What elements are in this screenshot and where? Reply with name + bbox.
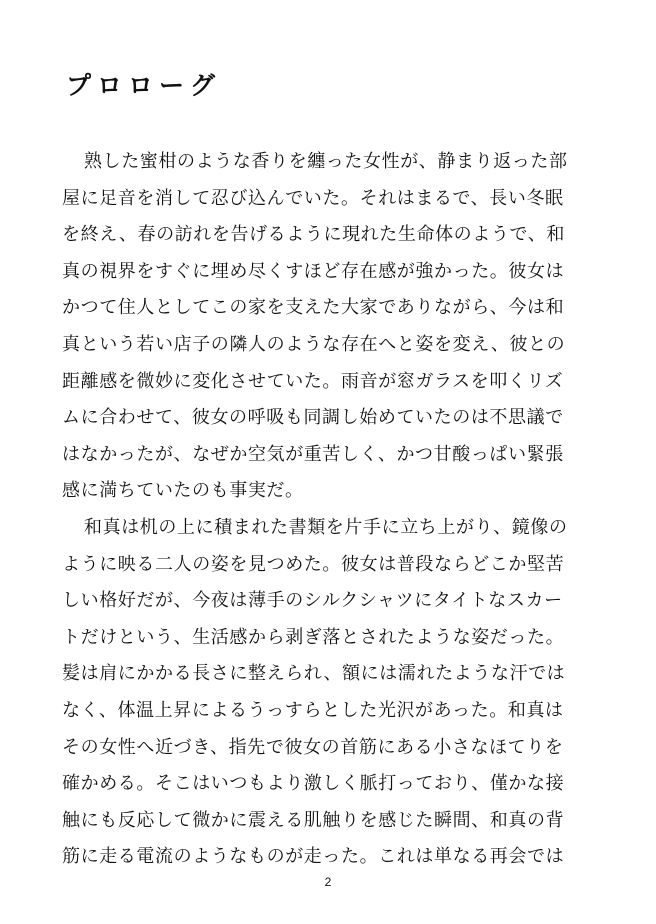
text-line: 和真は机の上に積まれた書類を片手に立ち上がり、鏡像の <box>84 516 568 538</box>
text-line: 確かめる。そこはいつもより激しく脈打っており、僅かな接 <box>62 773 565 795</box>
text-line: ムに合わせて、彼女の呼吸も同調し始めていたのは不思議で <box>62 407 564 429</box>
text-line: 真の視界をすぐに埋め尽くすほど存在感が強かった。彼女は <box>62 260 565 282</box>
text-line: はなかったが、なぜか空気が重苦しく、かつ甘酸っぱい緊張 <box>62 443 564 465</box>
page-number: 2 <box>324 875 332 889</box>
text-line: トだけという、生活感から剥ぎ落とされたような姿だった。 <box>62 626 565 648</box>
text-line: 触にも反応して微かに震える肌触りを感じた瞬間、和真の背 <box>62 809 565 831</box>
text-line: 熟した蜜柑のような香りを纏った女性が、静まり返った部 <box>84 151 568 172</box>
text-line: 真という若い店子の隣人のような存在へと姿を変え、彼との <box>62 333 566 355</box>
text-line: ように映る二人の姿を見つめた。彼女は普段ならどこか堅苦 <box>62 553 565 575</box>
chapter-title: プロローグ <box>66 71 222 100</box>
text-line: かつて住人としてこの家を支えた大家でありながら、今は和 <box>62 297 565 319</box>
body-text <box>62 144 602 876</box>
paragraph <box>62 144 602 510</box>
text-line: 筋に走る電流のようなものが走った。これは単なる再会では <box>62 846 565 868</box>
text-line: しい格好だが、今夜は薄手のシルクシャツにタイトなスカー <box>62 590 563 612</box>
text-line: 屋に足音を消して忍び込んでいた。それはまるで、長い冬眠 <box>62 187 564 209</box>
text-line: その女性へ近づき、指先で彼女の首筋にある小さなほてりを <box>62 736 564 758</box>
text-line: を終え、春の訪れを告げるように現れた生命体のようで、和 <box>62 224 565 246</box>
text-line: 感に満ちていたのも事実だ。 <box>62 480 304 502</box>
text-line: 髪は肩にかかる長さに整えられ、額には濡れたような汗では <box>62 663 566 685</box>
text-line: 距離感を微妙に変化させていた。雨音が窓ガラスを叩くリズ <box>62 370 564 392</box>
text-line: なく、体温上昇によるうっすらとした光沢があった。和真は <box>62 699 564 721</box>
paragraph <box>62 510 602 876</box>
